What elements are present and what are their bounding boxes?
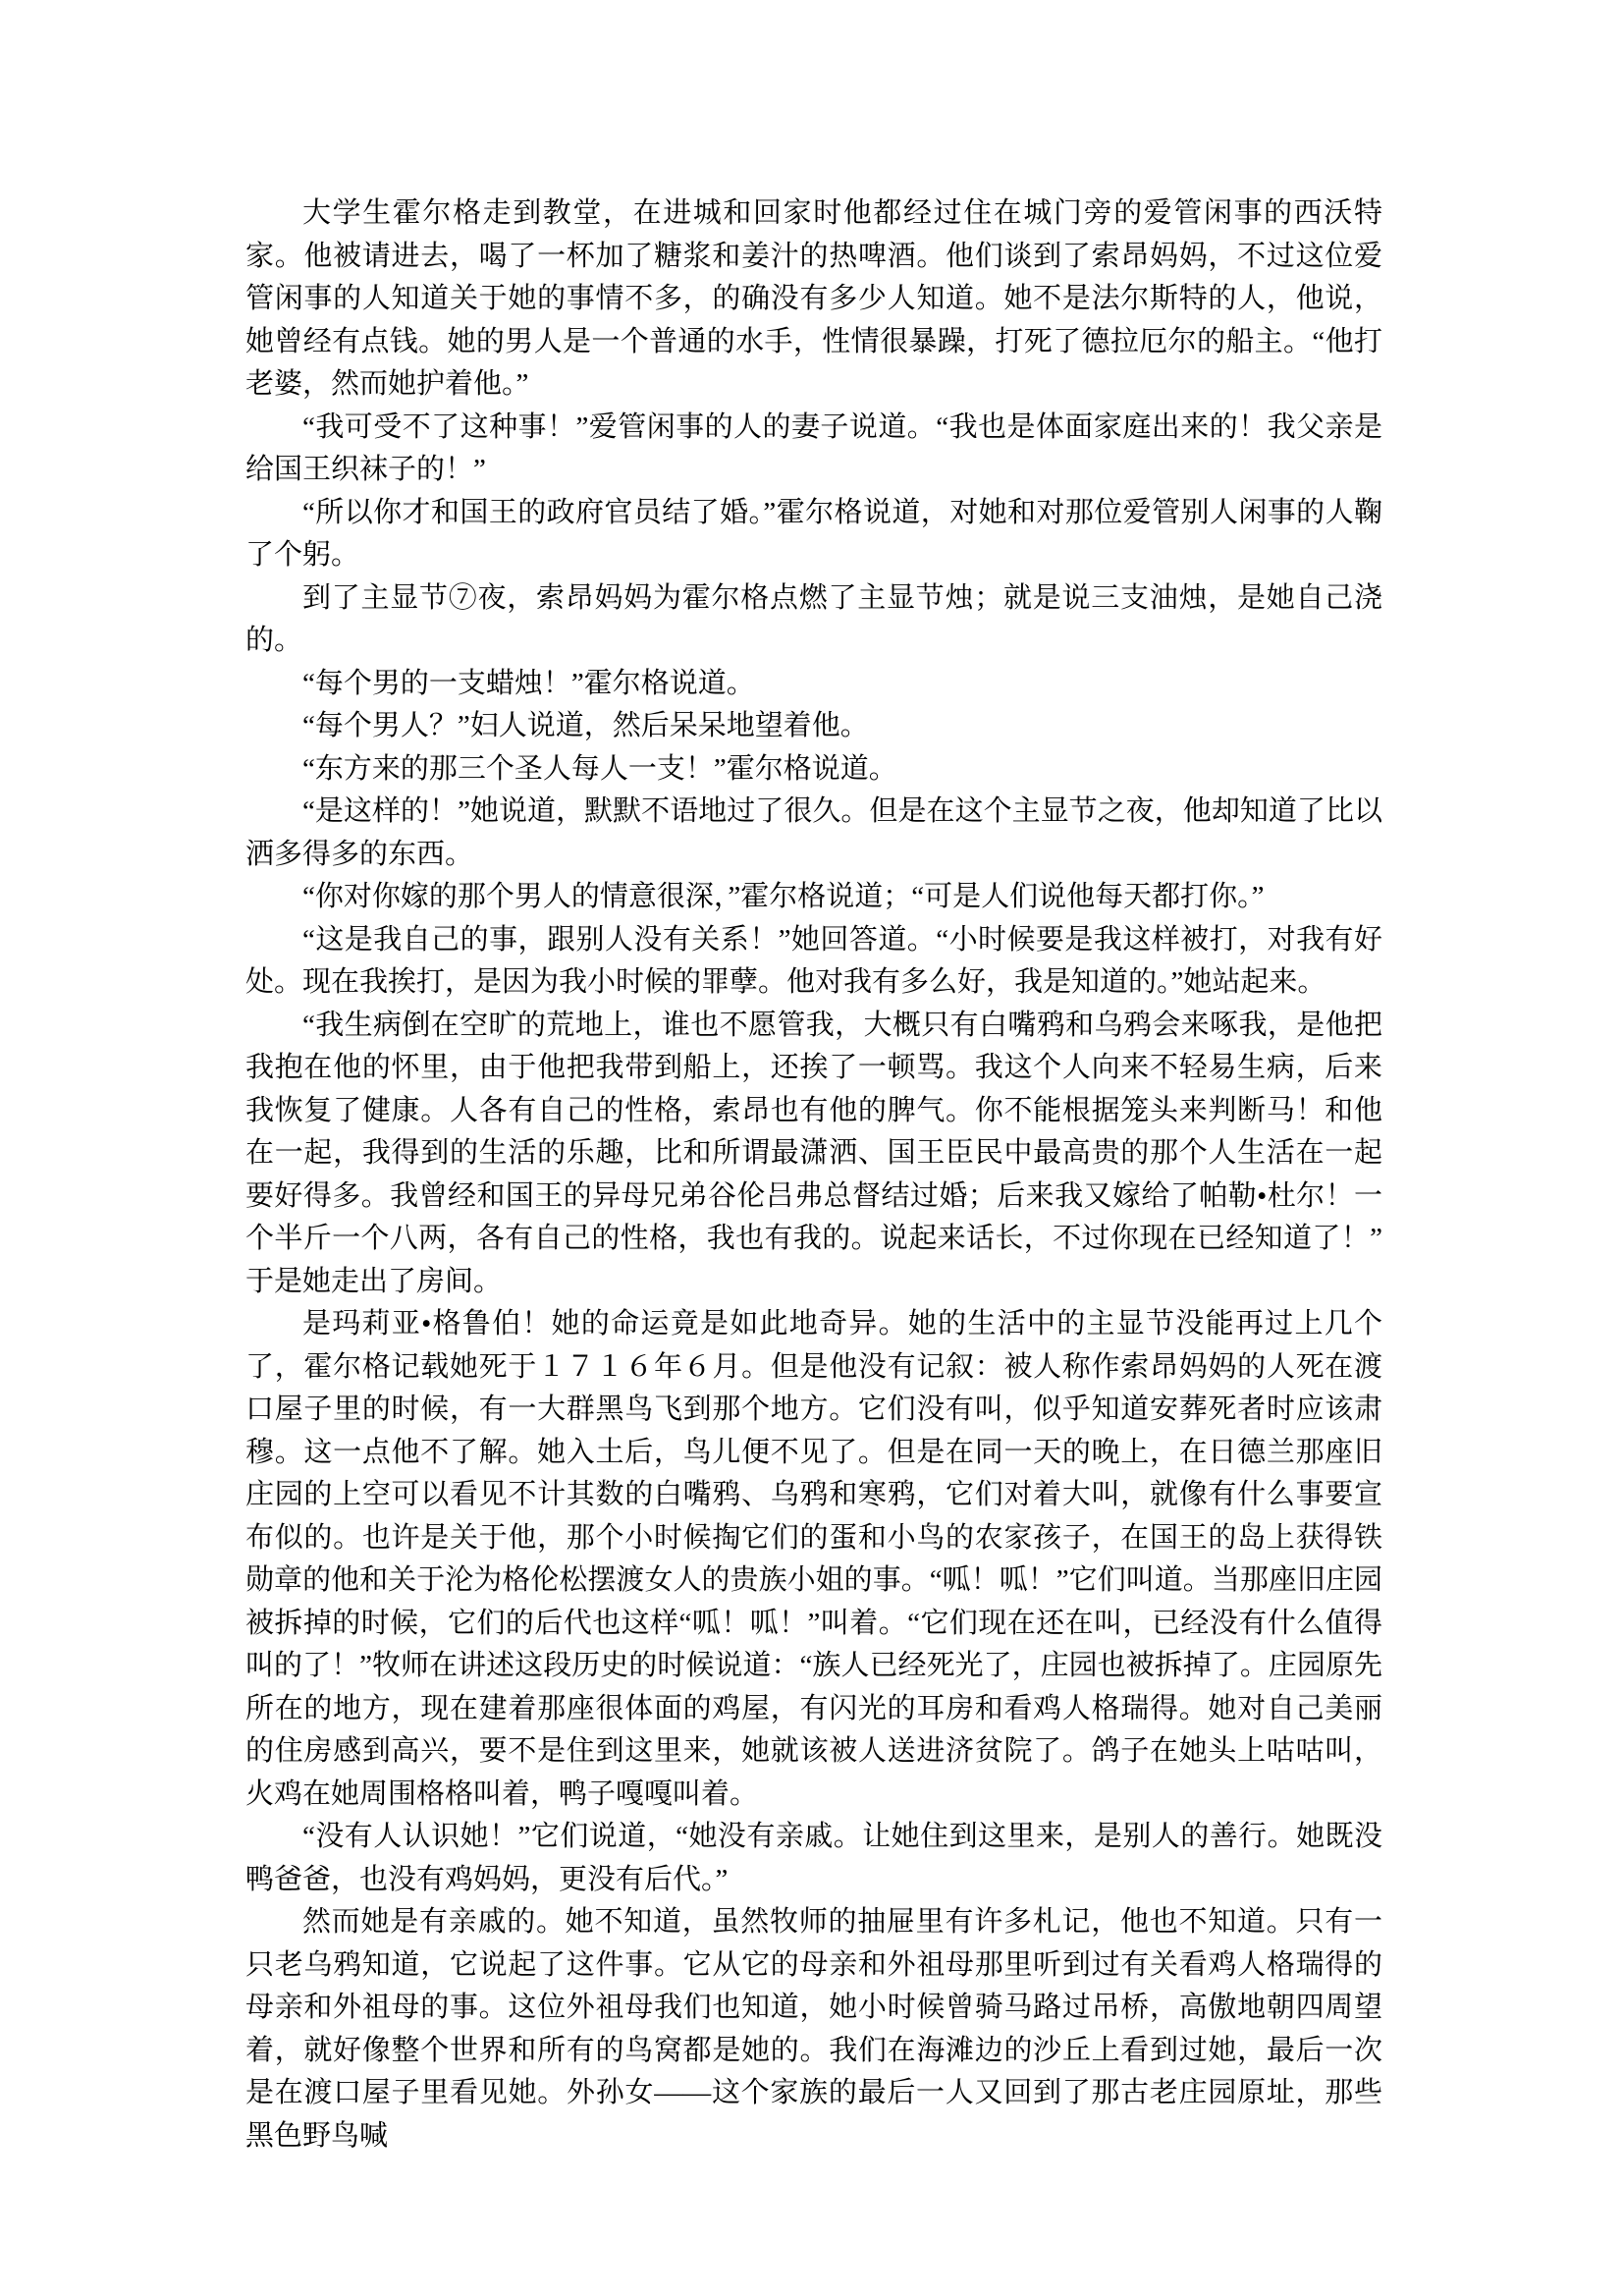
- paragraph-12: 是玛莉亚•格鲁伯！她的命运竟是如此地奇异。她的生活中的主显节没能再过上几个了，霍尔格记载她死于１７１６年６月。但是他没有记叙：被人称作索昂妈妈的人死在渡口屋子里的时候，有一大群黑鸟飞到那个地方。它们没有叫，似乎知道安葬死者时应该肃穆。这一点他不了解。她入土后，鸟儿便不见了。但是在同一天的晚上，在日德兰那座旧庄园的上空可以看见不计其数的白嘴鸦、乌鸦和寒鸦，它们对着大叫，就像有什么事要宣布似的。也许是关于他，那个小时候掏它们的蛋和小鸟的农家孩子，在国王的岛上获得铁勋章的他和关于沦为格伦松摆渡女人的贵族小姐的事。“呱！呱！”它们叫道。当那座旧庄园被拆掉的时候，它们的后代也这样“呱！呱！”叫着。“它们现在还在叫，已经没有什么值得叫的了！”牧师在讲述这段历史的时候说道：“族人已经死光了，庄园也被拆掉了。庄园原先所在的地方，现在建着那座很体面的鸡屋，有闪光的耳房和看鸡人格瑞得。她对自己美丽的住房感到高兴，要不是住到这里来，她就该被人送进济贫院了。鸽子在她头上咕咕叫，火鸡在她周围格格叫着，鸭子嘎嘎叫着。: [245, 1308, 1382, 1810]
- paragraph-2: “我可受不了这种事！”爱管闲事的人的妻子说道。“我也是体面家庭出来的！我父亲是给国王织袜子的！”: [245, 410, 1382, 485]
- paragraph-3: “所以你才和国王的政府官员结了婚。”霍尔格说道，对她和对那位爱管别人闲事的人鞠了个躬。: [245, 496, 1382, 571]
- paragraph-7: “东方来的那三个圣人每人一支！”霍尔格说道。: [302, 752, 897, 785]
- paragraph-4: 到了主显节⑦夜，索昂妈妈为霍尔格点燃了主显节烛；就是说三支油烛，是她自己浇的。: [245, 581, 1382, 656]
- paragraph-10: “这是我自己的事，跟别人没有关系！”她回答道。“小时候要是我这样被打，对我有好处。现在我挨打，是因为我小时候的罪孽。他对我有多么好，我是知道的。”她站起来。: [245, 923, 1382, 998]
- body-text: [245, 192, 1382, 2158]
- paragraph-1: 大学生霍尔格走到教堂，在进城和回家时他都经过住在城门旁的爱管闲事的西沃特家。他被请进去，喝了一杯加了糖浆和姜汁的热啤酒。他们谈到了索昂妈妈，不过这位爱管闲事的人知道关于她的事情不多，的确没有多少人知道。她不是法尔斯特的人，他说，她曾经有点钱。她的男人是一个普通的水手，性情很暴躁，打死了德拉厄尔的船主。“他打老婆，然而她护着他。”: [245, 197, 1382, 400]
- paragraph-14: 然而她是有亲戚的。她不知道，虽然牧师的抽屉里有许多札记，他也不知道。只有一只老乌鸦知道，它说起了这件事。它从它的母亲和外祖母那里听到过有关看鸡人格瑞得的母亲和外祖母的事。这位外祖母我们也知道，她小时候曾骑马路过吊桥，高傲地朝四周望着，就好像整个世界和所有的鸟窝都是她的。我们在海滩边的沙丘上看到过她，最后一次是在渡口屋子里看见她。外孙女——这个家族的最后一人又回到了那古老庄园原址，那些黑色野鸟喊: [245, 1906, 1382, 2152]
- paragraph-11: “我生病倒在空旷的荒地上，谁也不愿管我，大概只有白嘴鸦和乌鸦会来啄我，是他把我抱在他的怀里，由于他把我带到船上，还挨了一顿骂。我这个人向来不轻易生病，后来我恢复了健康。人各有自己的性格，索昂也有他的脾气。你不能根据笼头来判断马！和他在一起，我得到的生活的乐趣，比和所谓最潇洒、国王臣民中最高贵的那个人生活在一起要好得多。我曾经和国王的异母兄弟谷伦吕弗总督结过婚；后来我又嫁给了帕勒•杜尔！一个半斤一个八两，各有自己的性格，我也有我的。说起来话长，不过你现在已经知道了！”于是她走出了房间。: [245, 1009, 1382, 1297]
- paragraph-6: “每个男人？”妇人说道，然后呆呆地望着他。: [302, 710, 869, 741]
- paragraph-9: “你对你嫁的那个男人的情意很深，”霍尔格说道；“可是人们说他每天都打你。”: [302, 881, 1265, 912]
- paragraph-13: “没有人认识她！”它们说道，“她没有亲戚。让她住到这里来，是别人的善行。她既没鸭爸爸，也没有鸡妈妈，更没有后代。”: [245, 1821, 1382, 1895]
- paragraph-5: “每个男的一支蜡烛！”霍尔格说道。: [302, 667, 755, 699]
- paragraph-8: “是这样的！”她说道，默默不语地过了很久。但是在这个主显节之夜，他却知道了比以洒多得多的东西。: [245, 795, 1382, 870]
